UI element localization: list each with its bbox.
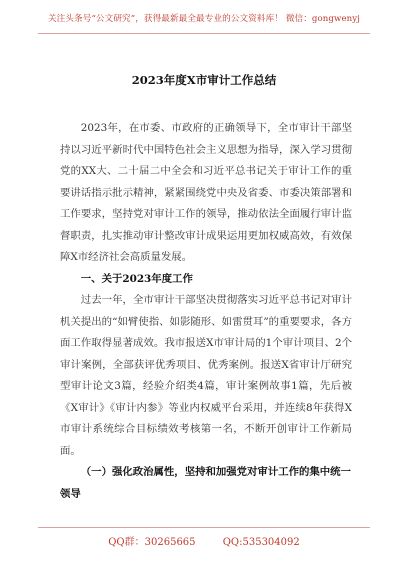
header-divider bbox=[38, 33, 370, 34]
document-title: 2023年度X市审计工作总结 bbox=[131, 73, 277, 87]
footer-divider bbox=[38, 527, 370, 528]
subsection-heading: （一）强化政治属性，坚持和加强党对审计工作的集中统一领导 bbox=[60, 466, 351, 500]
footer bbox=[0, 533, 408, 548]
section-paragraph: 过去一年，全市审计干部坚决贯彻落实习近平总书记对审计机关提出的“如臂使指、如影随形、如雷贯耳”的重要要求，各方面工作取得显著成效。我市报送X市审计局的1个审计项目、2个审计案例，全部获评优秀项目、优秀案例。报送X省审计厅研究型审计论文3篇，经验介绍类4篇，审计案例故事1篇，先后被《X审计》《审计内参》等业内权威平台采用，并连续8年获得X市审计系统综合目标绩效考核第一名，不断开创审计工作新局面。 bbox=[60, 294, 352, 457]
footer-qq-contact: QQ:535304092 bbox=[222, 537, 300, 548]
header-notice: 关注头条号“公文研究”，获得最新最全最专业的公文资料库！ 微信：gongwenyj bbox=[47, 14, 361, 24]
section-heading: 一、关于2023年度工作 bbox=[80, 272, 193, 285]
footer-qq-group: QQ群：30265665 bbox=[108, 537, 196, 548]
document-body bbox=[60, 118, 352, 505]
intro-paragraph: 2023年，在市委、市政府的正确领导下，全市审计干部坚持以习近平新时代中国特色社会主义思想为指导，深入学习贯彻党的XX大、二十届二中全会和习近平总书记关于审计工作的重要讲话指示批示精神，紧紧围绕党中央及省委、市委决策部署和工作要求，坚持党对审计工作的领导，推动依法全面履行审计监督职责，扎实推动审计整改审计成果运用更加权威高效，有效保障X市经济社会高质量发展。 bbox=[60, 122, 352, 263]
